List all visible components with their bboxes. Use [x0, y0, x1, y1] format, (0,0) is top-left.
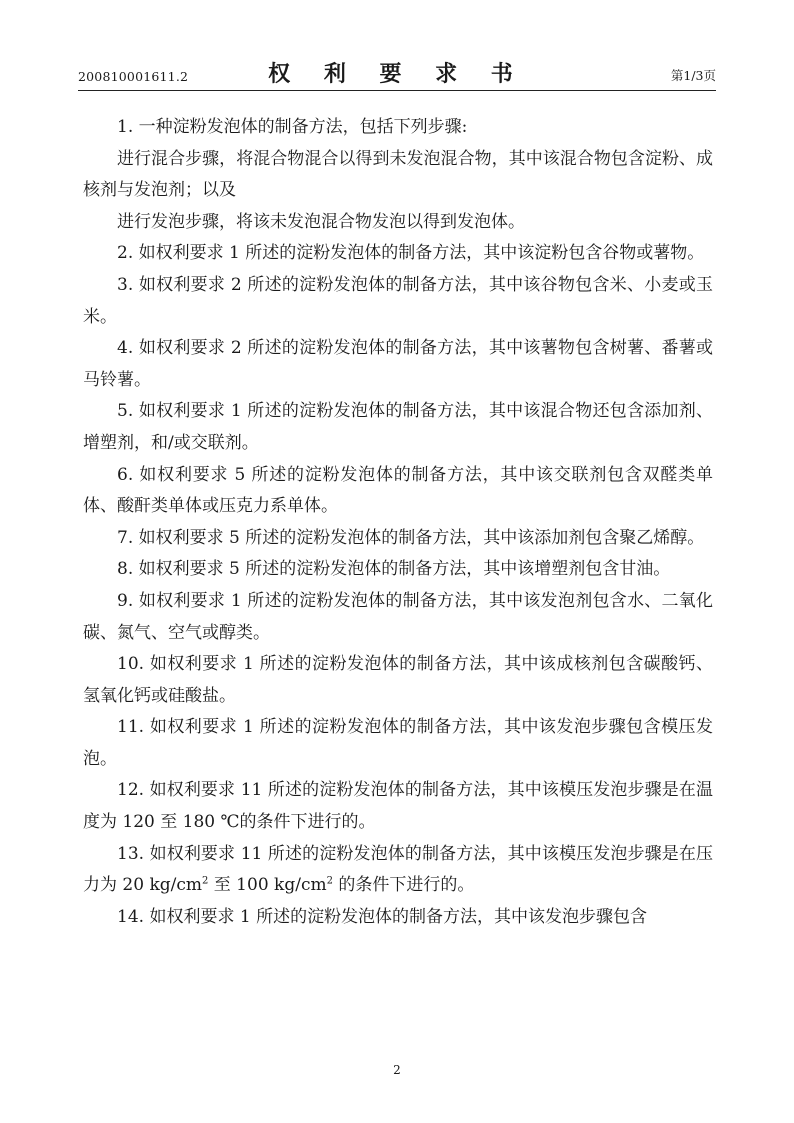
claim-paragraph: 8. 如权利要求 5 所述的淀粉发泡体的制备方法，其中该增塑剂包含甘油。 — [117, 559, 671, 580]
claims-body — [83, 112, 713, 933]
claim-paragraph: 14. 如权利要求 1 所述的淀粉发泡体的制备方法，其中该发泡步骤包含 — [117, 906, 648, 927]
claim-paragraph: 10. 如权利要求 1 所述的淀粉发泡体的制备方法，其中该成核剂包含碳酸钙、氢氧化钙或硅酸盐。 — [83, 654, 713, 706]
page-indicator: 第1/3页 — [670, 68, 716, 83]
superscript: 2 — [326, 875, 333, 887]
claim-paragraph: 2. 如权利要求 1 所述的淀粉发泡体的制备方法，其中该淀粉包含谷物或薯物。 — [117, 243, 705, 264]
claim-paragraph: 1. 一种淀粉发泡体的制备方法，包括下列步骤: — [117, 117, 468, 137]
claim13-text-after: 的条件下进行的。 — [332, 875, 475, 896]
claim-paragraph: 7. 如权利要求 5 所述的淀粉发泡体的制备方法，其中该添加剂包含聚乙烯醇。 — [117, 527, 705, 548]
superscript: 2 — [202, 875, 209, 887]
claim-paragraph: 12. 如权利要求 11 所述的淀粉发泡体的制备方法，其中该模压发泡步骤是在温度为 120 至 180 ℃的条件下进行的。 — [83, 780, 713, 833]
claim-paragraph-13 — [83, 839, 713, 902]
claim13-text-before: 13. 如权利要求 11 所述的淀粉发泡体的制备方法，其中该模压发泡步骤是在压力为 20 kg/cm — [83, 843, 713, 896]
page-number: 2 — [393, 1063, 401, 1077]
claim-paragraph: 11. 如权利要求 1 所述的淀粉发泡体的制备方法，其中该发泡步骤包含模压发泡。 — [83, 717, 713, 769]
claim-paragraph: 6. 如权利要求 5 所述的淀粉发泡体的制备方法，其中该交联剂包含双醛类单体、酸酐类单体或压克力系单体。 — [83, 464, 713, 517]
document-title: 权 利 要 求 书 — [268, 61, 526, 87]
claim-paragraph: 5. 如权利要求 1 所述的淀粉发泡体的制备方法，其中该混合物还包含添加剂、增塑剂，和/或交联剂。 — [83, 401, 713, 453]
application-number: 200810001611.2 — [78, 69, 189, 84]
page-header — [78, 54, 716, 90]
header-divider — [78, 90, 716, 91]
claim-paragraph: 3. 如权利要求 2 所述的淀粉发泡体的制备方法，其中该谷物包含米、小麦或玉米。 — [83, 274, 713, 327]
claim13-text-middle: 至 100 kg/cm — [208, 875, 327, 896]
claim-paragraph: 进行发泡步骤，将该未发泡混合物发泡以得到发泡体。 — [117, 211, 525, 232]
claim-paragraph: 4. 如权利要求 2 所述的淀粉发泡体的制备方法，其中该薯物包含树薯、番薯或马铃薯。 — [83, 338, 713, 390]
claim-paragraph: 进行混合步骤，将混合物混合以得到未发泡混合物，其中该混合物包含淀粉、成核剂与发泡剂；以及 — [83, 148, 713, 201]
claim-paragraph: 9. 如权利要求 1 所述的淀粉发泡体的制备方法，其中该发泡剂包含水、二氧化碳、氮气、空气或醇类。 — [83, 590, 713, 643]
